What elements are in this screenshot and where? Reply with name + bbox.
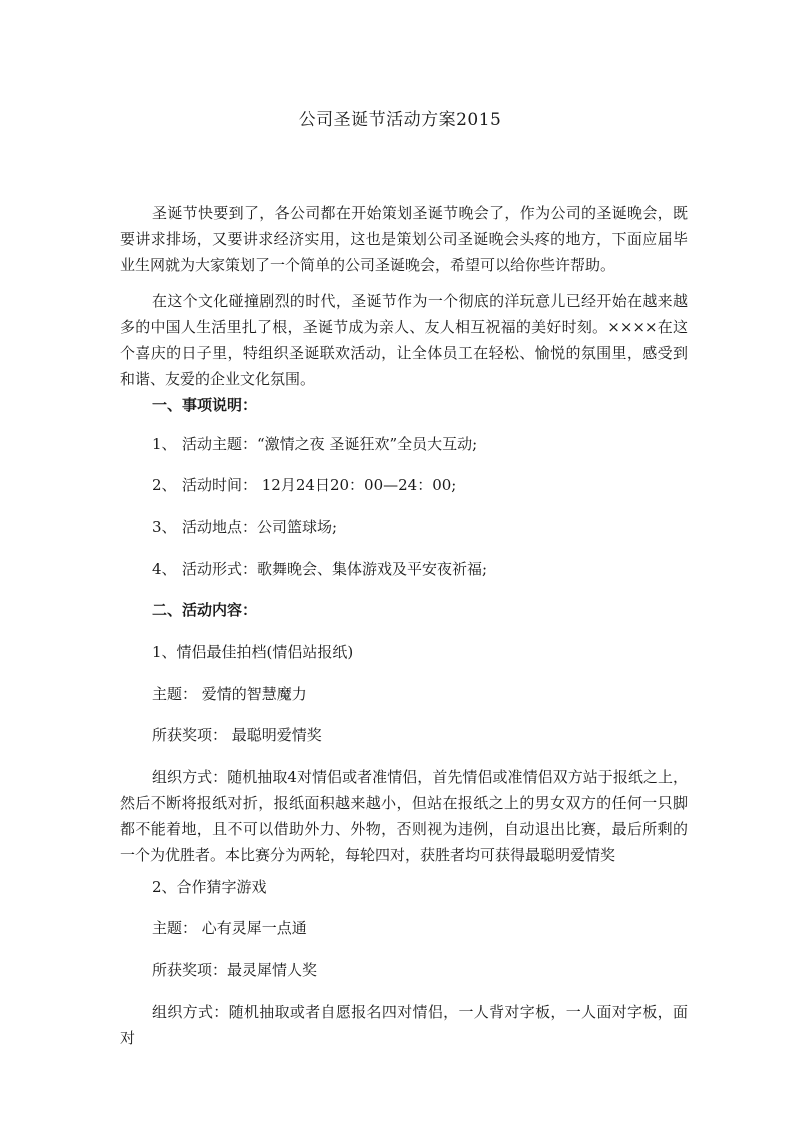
item-number: 2、: [152, 476, 177, 494]
activity-2-name: 2、合作猜字游戏: [152, 878, 267, 896]
section-1-item-2: [152, 472, 456, 498]
document-title: 公司圣诞节活动方案2015: [298, 110, 502, 130]
activity-1-theme: 主题： 爱情的智慧魔力: [152, 685, 307, 703]
item-number: 4、: [152, 560, 177, 578]
activity-2-method: 组织方式：随机抽取或者自愿报名四对情侣，一人背对字板，一人面对字板，面对: [120, 1003, 688, 1047]
section-1-item-1: [152, 431, 477, 457]
item-text: 活动时间： 12月24日20：00—24：00;: [182, 476, 457, 494]
activity-1-name: 1、情侣最佳拍档(情侣站报纸): [152, 643, 354, 661]
intro-paragraph-1: 圣诞节快要到了，各公司都在开始策划圣诞节晚会了，作为公司的圣诞晚会，既要讲求排场，又要讲求经济实用，这也是策划公司圣诞晚会头疼的地方，下面应届毕业生网就为大家策划了一个简单的公司圣诞晚会，希望可以给你些许帮助。: [120, 204, 688, 274]
section-1-item-4: [152, 556, 487, 582]
item-text: 活动主题：“激情之夜 圣诞狂欢”全员大互动;: [182, 435, 478, 453]
item-number: 1、: [152, 435, 177, 453]
activity-2-theme: 主题： 心有灵犀一点通: [152, 919, 307, 937]
section-1-item-3: [152, 514, 337, 540]
section-2-heading: 二、活动内容：: [152, 601, 258, 619]
activity-1-method: 组织方式：随机抽取4对情侣或者准情侣，首先情侣或准情侣双方站于报纸之上，然后不断将报纸对折，报纸面积越来越小，但站在报纸之上的男女双方的任何一只脚都不能着地，且不可以借助外力、外物，否则视为违例，自动退出比赛，最后所剩的一个为优胜者。本比赛分为两轮，每轮四对，获胜者均可获得最聪明爱情奖: [120, 768, 688, 864]
activity-1-prize: 所获奖项： 最聪明爱情奖: [152, 726, 322, 744]
item-text: 活动地点：公司篮球场;: [182, 518, 338, 536]
section-1-heading: 一、事项说明：: [152, 396, 258, 414]
intro-paragraph-2: 在这个文化碰撞剧烈的时代，圣诞节作为一个彻底的洋玩意儿已经开始在越来越多的中国人生活里扎了根，圣诞节成为亲人、友人相互祝福的美好时刻。××××在这个喜庆的日子里，特组织圣诞联欢活动，让全体员工在轻松、愉悦的氛围里，感受到和谐、友爱的企业文化氛围。: [120, 292, 688, 388]
activity-2-prize: 所获奖项：最灵犀情人奖: [152, 961, 318, 979]
item-text: 活动形式：歌舞晚会、集体游戏及平安夜祈福;: [182, 560, 488, 578]
item-number: 3、: [152, 518, 177, 536]
